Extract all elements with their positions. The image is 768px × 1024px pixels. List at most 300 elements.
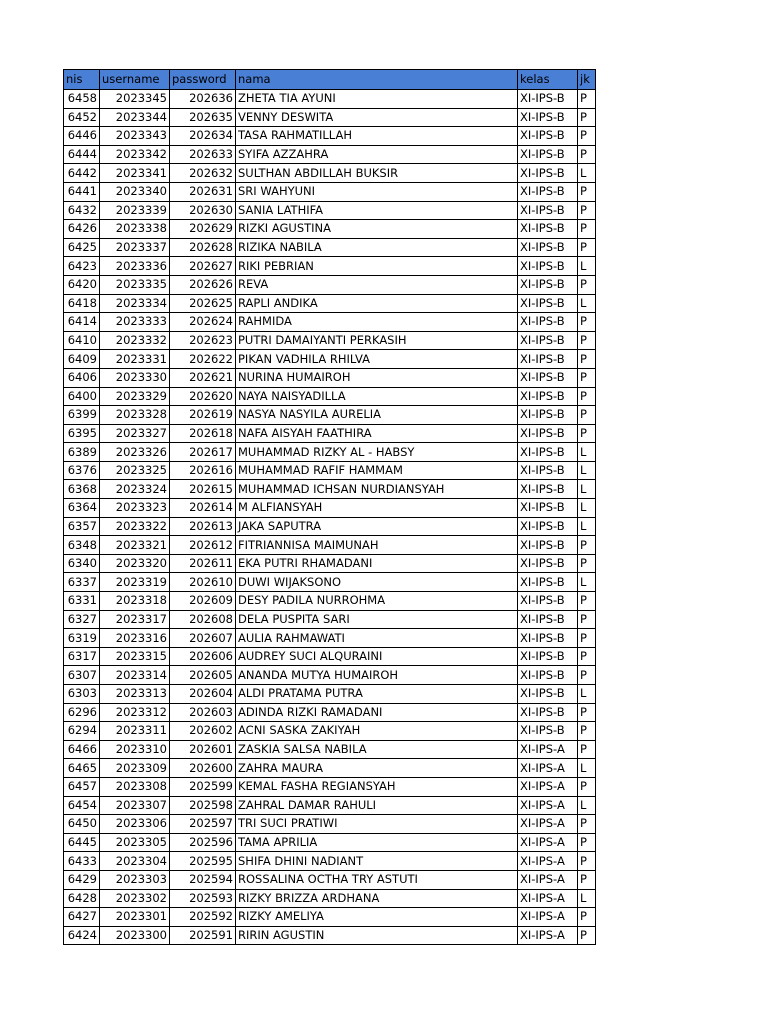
- cell-nis[interactable]: 6452: [64, 108, 100, 127]
- cell-nama[interactable]: MUHAMMAD RIZKY AL - HABSY: [236, 443, 518, 462]
- cell-kelas[interactable]: XI-IPS-B: [518, 257, 578, 276]
- cell-username[interactable]: 2023322: [100, 517, 170, 536]
- cell-nama[interactable]: REVA: [236, 275, 518, 294]
- cell-password[interactable]: 202610: [170, 573, 236, 592]
- cell-kelas[interactable]: XI-IPS-A: [518, 740, 578, 759]
- cell-password[interactable]: 202600: [170, 759, 236, 778]
- cell-nis[interactable]: 6454: [64, 796, 100, 815]
- cell-password[interactable]: 202621: [170, 368, 236, 387]
- cell-kelas[interactable]: XI-IPS-B: [518, 313, 578, 332]
- cell-jk[interactable]: P: [578, 740, 596, 759]
- table-body: [64, 90, 596, 945]
- cell-username[interactable]: 2023301: [100, 908, 170, 927]
- cell-kelas[interactable]: XI-IPS-B: [518, 573, 578, 592]
- cell-username[interactable]: 2023320: [100, 554, 170, 573]
- cell-password[interactable]: 202636: [170, 90, 236, 109]
- cell-nama[interactable]: RIZKY BRIZZA ARDHANA: [236, 889, 518, 908]
- cell-nis[interactable]: 6424: [64, 926, 100, 945]
- cell-nis[interactable]: 6432: [64, 201, 100, 220]
- cell-jk[interactable]: P: [578, 145, 596, 164]
- cell-nis[interactable]: 6466: [64, 740, 100, 759]
- cell-nis[interactable]: 6400: [64, 387, 100, 406]
- cell-nis[interactable]: 6319: [64, 629, 100, 648]
- cell-nis[interactable]: 6445: [64, 833, 100, 852]
- cell-jk[interactable]: L: [578, 499, 596, 518]
- cell-password[interactable]: 202591: [170, 926, 236, 945]
- cell-nama[interactable]: ZASKIA SALSA NABILA: [236, 740, 518, 759]
- cell-nis[interactable]: 6428: [64, 889, 100, 908]
- cell-nama[interactable]: TRI SUCI PRATIWI: [236, 815, 518, 834]
- cell-password[interactable]: 202593: [170, 889, 236, 908]
- cell-nama[interactable]: AUDREY SUCI ALQURAINI: [236, 647, 518, 666]
- cell-nama[interactable]: KEMAL FASHA REGIANSYAH: [236, 777, 518, 796]
- cell-password[interactable]: 202594: [170, 870, 236, 889]
- cell-password[interactable]: 202626: [170, 275, 236, 294]
- table-row: [64, 536, 596, 555]
- cell-kelas[interactable]: XI-IPS-B: [518, 685, 578, 704]
- cell-nama[interactable]: RAPLI ANDIKA: [236, 294, 518, 313]
- cell-nama[interactable]: RIZKI AGUSTINA: [236, 220, 518, 239]
- cell-nis[interactable]: 6465: [64, 759, 100, 778]
- table-row: [64, 350, 596, 369]
- cell-kelas[interactable]: XI-IPS-B: [518, 499, 578, 518]
- table-row: [64, 368, 596, 387]
- cell-kelas[interactable]: XI-IPS-A: [518, 815, 578, 834]
- cell-password[interactable]: 202635: [170, 108, 236, 127]
- cell-nis[interactable]: 6317: [64, 647, 100, 666]
- cell-username[interactable]: 2023302: [100, 889, 170, 908]
- table-row: [64, 833, 596, 852]
- cell-jk[interactable]: P: [578, 703, 596, 722]
- cell-jk[interactable]: P: [578, 275, 596, 294]
- cell-password[interactable]: 202624: [170, 313, 236, 332]
- cell-nis[interactable]: 6337: [64, 573, 100, 592]
- cell-password[interactable]: 202603: [170, 703, 236, 722]
- cell-jk[interactable]: P: [578, 331, 596, 350]
- cell-nama[interactable]: ZAHRA MAURA: [236, 759, 518, 778]
- cell-jk[interactable]: L: [578, 480, 596, 499]
- cell-username[interactable]: 2023332: [100, 331, 170, 350]
- cell-username[interactable]: 2023307: [100, 796, 170, 815]
- cell-username[interactable]: 2023317: [100, 610, 170, 629]
- cell-nis[interactable]: 6423: [64, 257, 100, 276]
- cell-jk[interactable]: P: [578, 666, 596, 685]
- cell-nama[interactable]: RIRIN AGUSTIN: [236, 926, 518, 945]
- cell-nis[interactable]: 6457: [64, 777, 100, 796]
- cell-kelas[interactable]: XI-IPS-B: [518, 127, 578, 146]
- cell-nama[interactable]: FITRIANNISA MAIMUNAH: [236, 536, 518, 555]
- cell-nama[interactable]: ROSSALINA OCTHA TRY ASTUTI: [236, 870, 518, 889]
- cell-password[interactable]: 202622: [170, 350, 236, 369]
- cell-password[interactable]: 202623: [170, 331, 236, 350]
- cell-password[interactable]: 202632: [170, 164, 236, 183]
- column-header-nama[interactable]: nama: [236, 70, 518, 90]
- cell-nis[interactable]: 6364: [64, 499, 100, 518]
- cell-kelas[interactable]: XI-IPS-B: [518, 424, 578, 443]
- cell-nama[interactable]: ZAHRAL DAMAR RAHULI: [236, 796, 518, 815]
- cell-nama[interactable]: MUHAMMAD RAFIF HAMMAM: [236, 461, 518, 480]
- cell-password[interactable]: 202609: [170, 592, 236, 611]
- cell-password[interactable]: 202633: [170, 145, 236, 164]
- cell-password[interactable]: 202601: [170, 740, 236, 759]
- cell-username[interactable]: 2023300: [100, 926, 170, 945]
- cell-nama[interactable]: RAHMIDA: [236, 313, 518, 332]
- cell-password[interactable]: 202628: [170, 238, 236, 257]
- cell-username[interactable]: 2023326: [100, 443, 170, 462]
- cell-jk[interactable]: P: [578, 554, 596, 573]
- cell-username[interactable]: 2023329: [100, 387, 170, 406]
- cell-password[interactable]: 202620: [170, 387, 236, 406]
- cell-jk[interactable]: L: [578, 517, 596, 536]
- cell-nama[interactable]: SHIFA DHINI NADIANT: [236, 852, 518, 871]
- table-row: [64, 796, 596, 815]
- cell-password[interactable]: 202627: [170, 257, 236, 276]
- cell-nama[interactable]: DUWI WIJAKSONO: [236, 573, 518, 592]
- cell-password[interactable]: 202605: [170, 666, 236, 685]
- cell-kelas[interactable]: XI-IPS-B: [518, 182, 578, 201]
- cell-nama[interactable]: MUHAMMAD ICHSAN NURDIANSYAH: [236, 480, 518, 499]
- cell-kelas[interactable]: XI-IPS-A: [518, 796, 578, 815]
- cell-username[interactable]: 2023323: [100, 499, 170, 518]
- cell-nis[interactable]: 6427: [64, 908, 100, 927]
- cell-nis[interactable]: 6433: [64, 852, 100, 871]
- cell-username[interactable]: 2023344: [100, 108, 170, 127]
- cell-jk[interactable]: P: [578, 424, 596, 443]
- cell-nis[interactable]: 6294: [64, 722, 100, 741]
- cell-nis[interactable]: 6444: [64, 145, 100, 164]
- cell-nama[interactable]: NASYA NASYILA AURELIA: [236, 406, 518, 425]
- table-row: [64, 666, 596, 685]
- cell-kelas[interactable]: XI-IPS-B: [518, 275, 578, 294]
- cell-username[interactable]: 2023334: [100, 294, 170, 313]
- cell-kelas[interactable]: XI-IPS-B: [518, 294, 578, 313]
- cell-jk[interactable]: P: [578, 108, 596, 127]
- column-header-kelas[interactable]: kelas: [518, 70, 578, 90]
- cell-password[interactable]: 202634: [170, 127, 236, 146]
- cell-password[interactable]: 202599: [170, 777, 236, 796]
- cell-password[interactable]: 202613: [170, 517, 236, 536]
- cell-jk[interactable]: P: [578, 908, 596, 927]
- cell-jk[interactable]: P: [578, 220, 596, 239]
- cell-password[interactable]: 202596: [170, 833, 236, 852]
- cell-nama[interactable]: RIZKY AMELIYA: [236, 908, 518, 927]
- cell-jk[interactable]: L: [578, 573, 596, 592]
- cell-jk[interactable]: L: [578, 443, 596, 462]
- cell-kelas[interactable]: XI-IPS-B: [518, 536, 578, 555]
- cell-kelas[interactable]: XI-IPS-B: [518, 517, 578, 536]
- cell-nis[interactable]: 6441: [64, 182, 100, 201]
- cell-username[interactable]: 2023345: [100, 90, 170, 109]
- cell-password[interactable]: 202618: [170, 424, 236, 443]
- cell-kelas[interactable]: XI-IPS-B: [518, 164, 578, 183]
- cell-password[interactable]: 202631: [170, 182, 236, 201]
- cell-password[interactable]: 202607: [170, 629, 236, 648]
- cell-kelas[interactable]: XI-IPS-B: [518, 722, 578, 741]
- cell-kelas[interactable]: XI-IPS-B: [518, 387, 578, 406]
- cell-username[interactable]: 2023338: [100, 220, 170, 239]
- cell-nis[interactable]: 6348: [64, 536, 100, 555]
- cell-kelas[interactable]: XI-IPS-B: [518, 443, 578, 462]
- cell-nis[interactable]: 6340: [64, 554, 100, 573]
- cell-jk[interactable]: P: [578, 722, 596, 741]
- cell-username[interactable]: 2023313: [100, 685, 170, 704]
- cell-nama[interactable]: EKA PUTRI RHAMADANI: [236, 554, 518, 573]
- cell-username[interactable]: 2023311: [100, 722, 170, 741]
- cell-nis[interactable]: 6442: [64, 164, 100, 183]
- cell-username[interactable]: 2023341: [100, 164, 170, 183]
- cell-nis[interactable]: 6303: [64, 685, 100, 704]
- cell-nis[interactable]: 6296: [64, 703, 100, 722]
- cell-jk[interactable]: P: [578, 852, 596, 871]
- cell-nis[interactable]: 6410: [64, 331, 100, 350]
- cell-kelas[interactable]: XI-IPS-B: [518, 592, 578, 611]
- cell-username[interactable]: 2023331: [100, 350, 170, 369]
- table-row: [64, 629, 596, 648]
- cell-kelas[interactable]: XI-IPS-B: [518, 145, 578, 164]
- cell-password[interactable]: 202615: [170, 480, 236, 499]
- cell-nis[interactable]: 6414: [64, 313, 100, 332]
- column-header-username[interactable]: username: [100, 70, 170, 90]
- cell-nama[interactable]: AULIA RAHMAWATI: [236, 629, 518, 648]
- cell-username[interactable]: 2023312: [100, 703, 170, 722]
- cell-password[interactable]: 202619: [170, 406, 236, 425]
- cell-kelas[interactable]: XI-IPS-B: [518, 238, 578, 257]
- cell-nama[interactable]: NAFA AISYAH FAATHIRA: [236, 424, 518, 443]
- cell-password[interactable]: 202604: [170, 685, 236, 704]
- cell-jk[interactable]: L: [578, 685, 596, 704]
- cell-password[interactable]: 202612: [170, 536, 236, 555]
- cell-kelas[interactable]: XI-IPS-A: [518, 852, 578, 871]
- cell-nama[interactable]: DELA PUSPITA SARI: [236, 610, 518, 629]
- cell-username[interactable]: 2023333: [100, 313, 170, 332]
- cell-kelas[interactable]: XI-IPS-B: [518, 368, 578, 387]
- cell-kelas[interactable]: XI-IPS-B: [518, 461, 578, 480]
- cell-nis[interactable]: 6429: [64, 870, 100, 889]
- cell-nama[interactable]: RIKI PEBRIAN: [236, 257, 518, 276]
- cell-nama[interactable]: RIZIKA NABILA: [236, 238, 518, 257]
- cell-jk[interactable]: L: [578, 759, 596, 778]
- cell-nis[interactable]: 6307: [64, 666, 100, 685]
- cell-jk[interactable]: P: [578, 182, 596, 201]
- cell-username[interactable]: 2023306: [100, 815, 170, 834]
- cell-username[interactable]: 2023308: [100, 777, 170, 796]
- cell-nis[interactable]: 6331: [64, 592, 100, 611]
- table-row: [64, 722, 596, 741]
- cell-jk[interactable]: P: [578, 90, 596, 109]
- cell-kelas[interactable]: XI-IPS-B: [518, 108, 578, 127]
- cell-jk[interactable]: L: [578, 796, 596, 815]
- cell-kelas[interactable]: XI-IPS-B: [518, 647, 578, 666]
- cell-username[interactable]: 2023315: [100, 647, 170, 666]
- cell-nis[interactable]: 6425: [64, 238, 100, 257]
- cell-username[interactable]: 2023340: [100, 182, 170, 201]
- table-row: [64, 480, 596, 499]
- cell-nama[interactable]: M ALFIANSYAH: [236, 499, 518, 518]
- cell-nis[interactable]: 6418: [64, 294, 100, 313]
- cell-password[interactable]: 202614: [170, 499, 236, 518]
- cell-password[interactable]: 202602: [170, 722, 236, 741]
- cell-nis[interactable]: 6446: [64, 127, 100, 146]
- cell-password[interactable]: 202597: [170, 815, 236, 834]
- cell-kelas[interactable]: XI-IPS-A: [518, 759, 578, 778]
- cell-nama[interactable]: PIKAN VADHILA RHILVA: [236, 350, 518, 369]
- cell-jk[interactable]: P: [578, 592, 596, 611]
- cell-nis[interactable]: 6389: [64, 443, 100, 462]
- cell-nama[interactable]: ACNI SASKA ZAKIYAH: [236, 722, 518, 741]
- cell-username[interactable]: 2023316: [100, 629, 170, 648]
- cell-nama[interactable]: ALDI PRATAMA PUTRA: [236, 685, 518, 704]
- cell-jk[interactable]: P: [578, 870, 596, 889]
- cell-jk[interactable]: L: [578, 164, 596, 183]
- cell-nama[interactable]: ANANDA MUTYA HUMAIROH: [236, 666, 518, 685]
- cell-password[interactable]: 202625: [170, 294, 236, 313]
- cell-nama[interactable]: NURINA HUMAIROH: [236, 368, 518, 387]
- table-row: [64, 275, 596, 294]
- cell-kelas[interactable]: XI-IPS-B: [518, 350, 578, 369]
- cell-jk[interactable]: P: [578, 201, 596, 220]
- cell-username[interactable]: 2023321: [100, 536, 170, 555]
- cell-jk[interactable]: P: [578, 350, 596, 369]
- cell-username[interactable]: 2023324: [100, 480, 170, 499]
- table-row: [64, 499, 596, 518]
- cell-kelas[interactable]: XI-IPS-B: [518, 629, 578, 648]
- cell-password[interactable]: 202630: [170, 201, 236, 220]
- cell-nama[interactable]: SANIA LATHIFA: [236, 201, 518, 220]
- cell-nis[interactable]: 6426: [64, 220, 100, 239]
- cell-nama[interactable]: SULTHAN ABDILLAH BUKSIR: [236, 164, 518, 183]
- cell-nis[interactable]: 6420: [64, 275, 100, 294]
- cell-jk[interactable]: L: [578, 889, 596, 908]
- cell-nama[interactable]: ADINDA RIZKI RAMADANI: [236, 703, 518, 722]
- cell-username[interactable]: 2023303: [100, 870, 170, 889]
- column-header-password[interactable]: password: [170, 70, 236, 90]
- cell-username[interactable]: 2023314: [100, 666, 170, 685]
- cell-jk[interactable]: P: [578, 406, 596, 425]
- cell-kelas[interactable]: XI-IPS-B: [518, 220, 578, 239]
- cell-kelas[interactable]: XI-IPS-B: [518, 201, 578, 220]
- cell-jk[interactable]: P: [578, 368, 596, 387]
- cell-jk[interactable]: P: [578, 610, 596, 629]
- cell-password[interactable]: 202611: [170, 554, 236, 573]
- table-row: [64, 517, 596, 536]
- cell-password[interactable]: 202606: [170, 647, 236, 666]
- cell-nama[interactable]: PUTRI DAMAIYANTI PERKASIH: [236, 331, 518, 350]
- cell-username[interactable]: 2023318: [100, 592, 170, 611]
- cell-password[interactable]: 202598: [170, 796, 236, 815]
- cell-username[interactable]: 2023310: [100, 740, 170, 759]
- column-header-nis[interactable]: nis: [64, 70, 100, 90]
- table-row: [64, 592, 596, 611]
- cell-kelas[interactable]: XI-IPS-B: [518, 331, 578, 350]
- cell-jk[interactable]: P: [578, 313, 596, 332]
- cell-username[interactable]: 2023325: [100, 461, 170, 480]
- cell-username[interactable]: 2023330: [100, 368, 170, 387]
- cell-nama[interactable]: JAKA SAPUTRA: [236, 517, 518, 536]
- cell-nama[interactable]: NAYA NAISYADILLA: [236, 387, 518, 406]
- table-row: [64, 145, 596, 164]
- cell-username[interactable]: 2023309: [100, 759, 170, 778]
- cell-username[interactable]: 2023336: [100, 257, 170, 276]
- cell-kelas[interactable]: XI-IPS-B: [518, 554, 578, 573]
- cell-kelas[interactable]: XI-IPS-B: [518, 610, 578, 629]
- cell-nis[interactable]: 6399: [64, 406, 100, 425]
- cell-jk[interactable]: P: [578, 536, 596, 555]
- cell-kelas[interactable]: XI-IPS-A: [518, 777, 578, 796]
- cell-jk[interactable]: P: [578, 777, 596, 796]
- cell-jk[interactable]: P: [578, 387, 596, 406]
- cell-nama[interactable]: SRI WAHYUNI: [236, 182, 518, 201]
- cell-nis[interactable]: 6409: [64, 350, 100, 369]
- cell-jk[interactable]: L: [578, 461, 596, 480]
- cell-kelas[interactable]: XI-IPS-B: [518, 666, 578, 685]
- cell-username[interactable]: 2023327: [100, 424, 170, 443]
- cell-jk[interactable]: P: [578, 647, 596, 666]
- cell-jk[interactable]: L: [578, 257, 596, 276]
- cell-nama[interactable]: VENNY DESWITA: [236, 108, 518, 127]
- cell-nis[interactable]: 6368: [64, 480, 100, 499]
- cell-jk[interactable]: P: [578, 238, 596, 257]
- cell-nama[interactable]: TAMA APRILIA: [236, 833, 518, 852]
- cell-kelas[interactable]: XI-IPS-B: [518, 480, 578, 499]
- cell-jk[interactable]: P: [578, 833, 596, 852]
- cell-nis[interactable]: 6395: [64, 424, 100, 443]
- cell-kelas[interactable]: XI-IPS-A: [518, 870, 578, 889]
- cell-kelas[interactable]: XI-IPS-A: [518, 889, 578, 908]
- cell-kelas[interactable]: XI-IPS-A: [518, 833, 578, 852]
- cell-jk[interactable]: P: [578, 127, 596, 146]
- cell-nama[interactable]: TASA RAHMATILLAH: [236, 127, 518, 146]
- cell-jk[interactable]: P: [578, 629, 596, 648]
- cell-nama[interactable]: SYIFA AZZAHRA: [236, 145, 518, 164]
- cell-kelas[interactable]: XI-IPS-A: [518, 926, 578, 945]
- table-row: [64, 759, 596, 778]
- cell-password[interactable]: 202617: [170, 443, 236, 462]
- cell-username[interactable]: 2023319: [100, 573, 170, 592]
- cell-username[interactable]: 2023343: [100, 127, 170, 146]
- column-header-jk[interactable]: jk: [578, 70, 596, 90]
- cell-kelas[interactable]: XI-IPS-B: [518, 703, 578, 722]
- cell-kelas[interactable]: XI-IPS-B: [518, 90, 578, 109]
- cell-password[interactable]: 202616: [170, 461, 236, 480]
- cell-nis[interactable]: 6406: [64, 368, 100, 387]
- cell-password[interactable]: 202608: [170, 610, 236, 629]
- cell-password[interactable]: 202595: [170, 852, 236, 871]
- cell-username[interactable]: 2023337: [100, 238, 170, 257]
- cell-jk[interactable]: P: [578, 815, 596, 834]
- cell-jk[interactable]: P: [578, 926, 596, 945]
- cell-username[interactable]: 2023339: [100, 201, 170, 220]
- cell-nama[interactable]: DESY PADILA NURROHMA: [236, 592, 518, 611]
- cell-nis[interactable]: 6458: [64, 90, 100, 109]
- cell-username[interactable]: 2023335: [100, 275, 170, 294]
- cell-kelas[interactable]: XI-IPS-B: [518, 406, 578, 425]
- cell-jk[interactable]: L: [578, 294, 596, 313]
- cell-nis[interactable]: 6450: [64, 815, 100, 834]
- cell-nis[interactable]: 6327: [64, 610, 100, 629]
- cell-nis[interactable]: 6357: [64, 517, 100, 536]
- cell-username[interactable]: 2023342: [100, 145, 170, 164]
- cell-username[interactable]: 2023328: [100, 406, 170, 425]
- cell-nama[interactable]: ZHETA TIA AYUNI: [236, 90, 518, 109]
- cell-password[interactable]: 202592: [170, 908, 236, 927]
- cell-kelas[interactable]: XI-IPS-A: [518, 908, 578, 927]
- cell-username[interactable]: 2023304: [100, 852, 170, 871]
- cell-password[interactable]: 202629: [170, 220, 236, 239]
- table-row: [64, 554, 596, 573]
- table-row: [64, 647, 596, 666]
- cell-nis[interactable]: 6376: [64, 461, 100, 480]
- cell-username[interactable]: 2023305: [100, 833, 170, 852]
